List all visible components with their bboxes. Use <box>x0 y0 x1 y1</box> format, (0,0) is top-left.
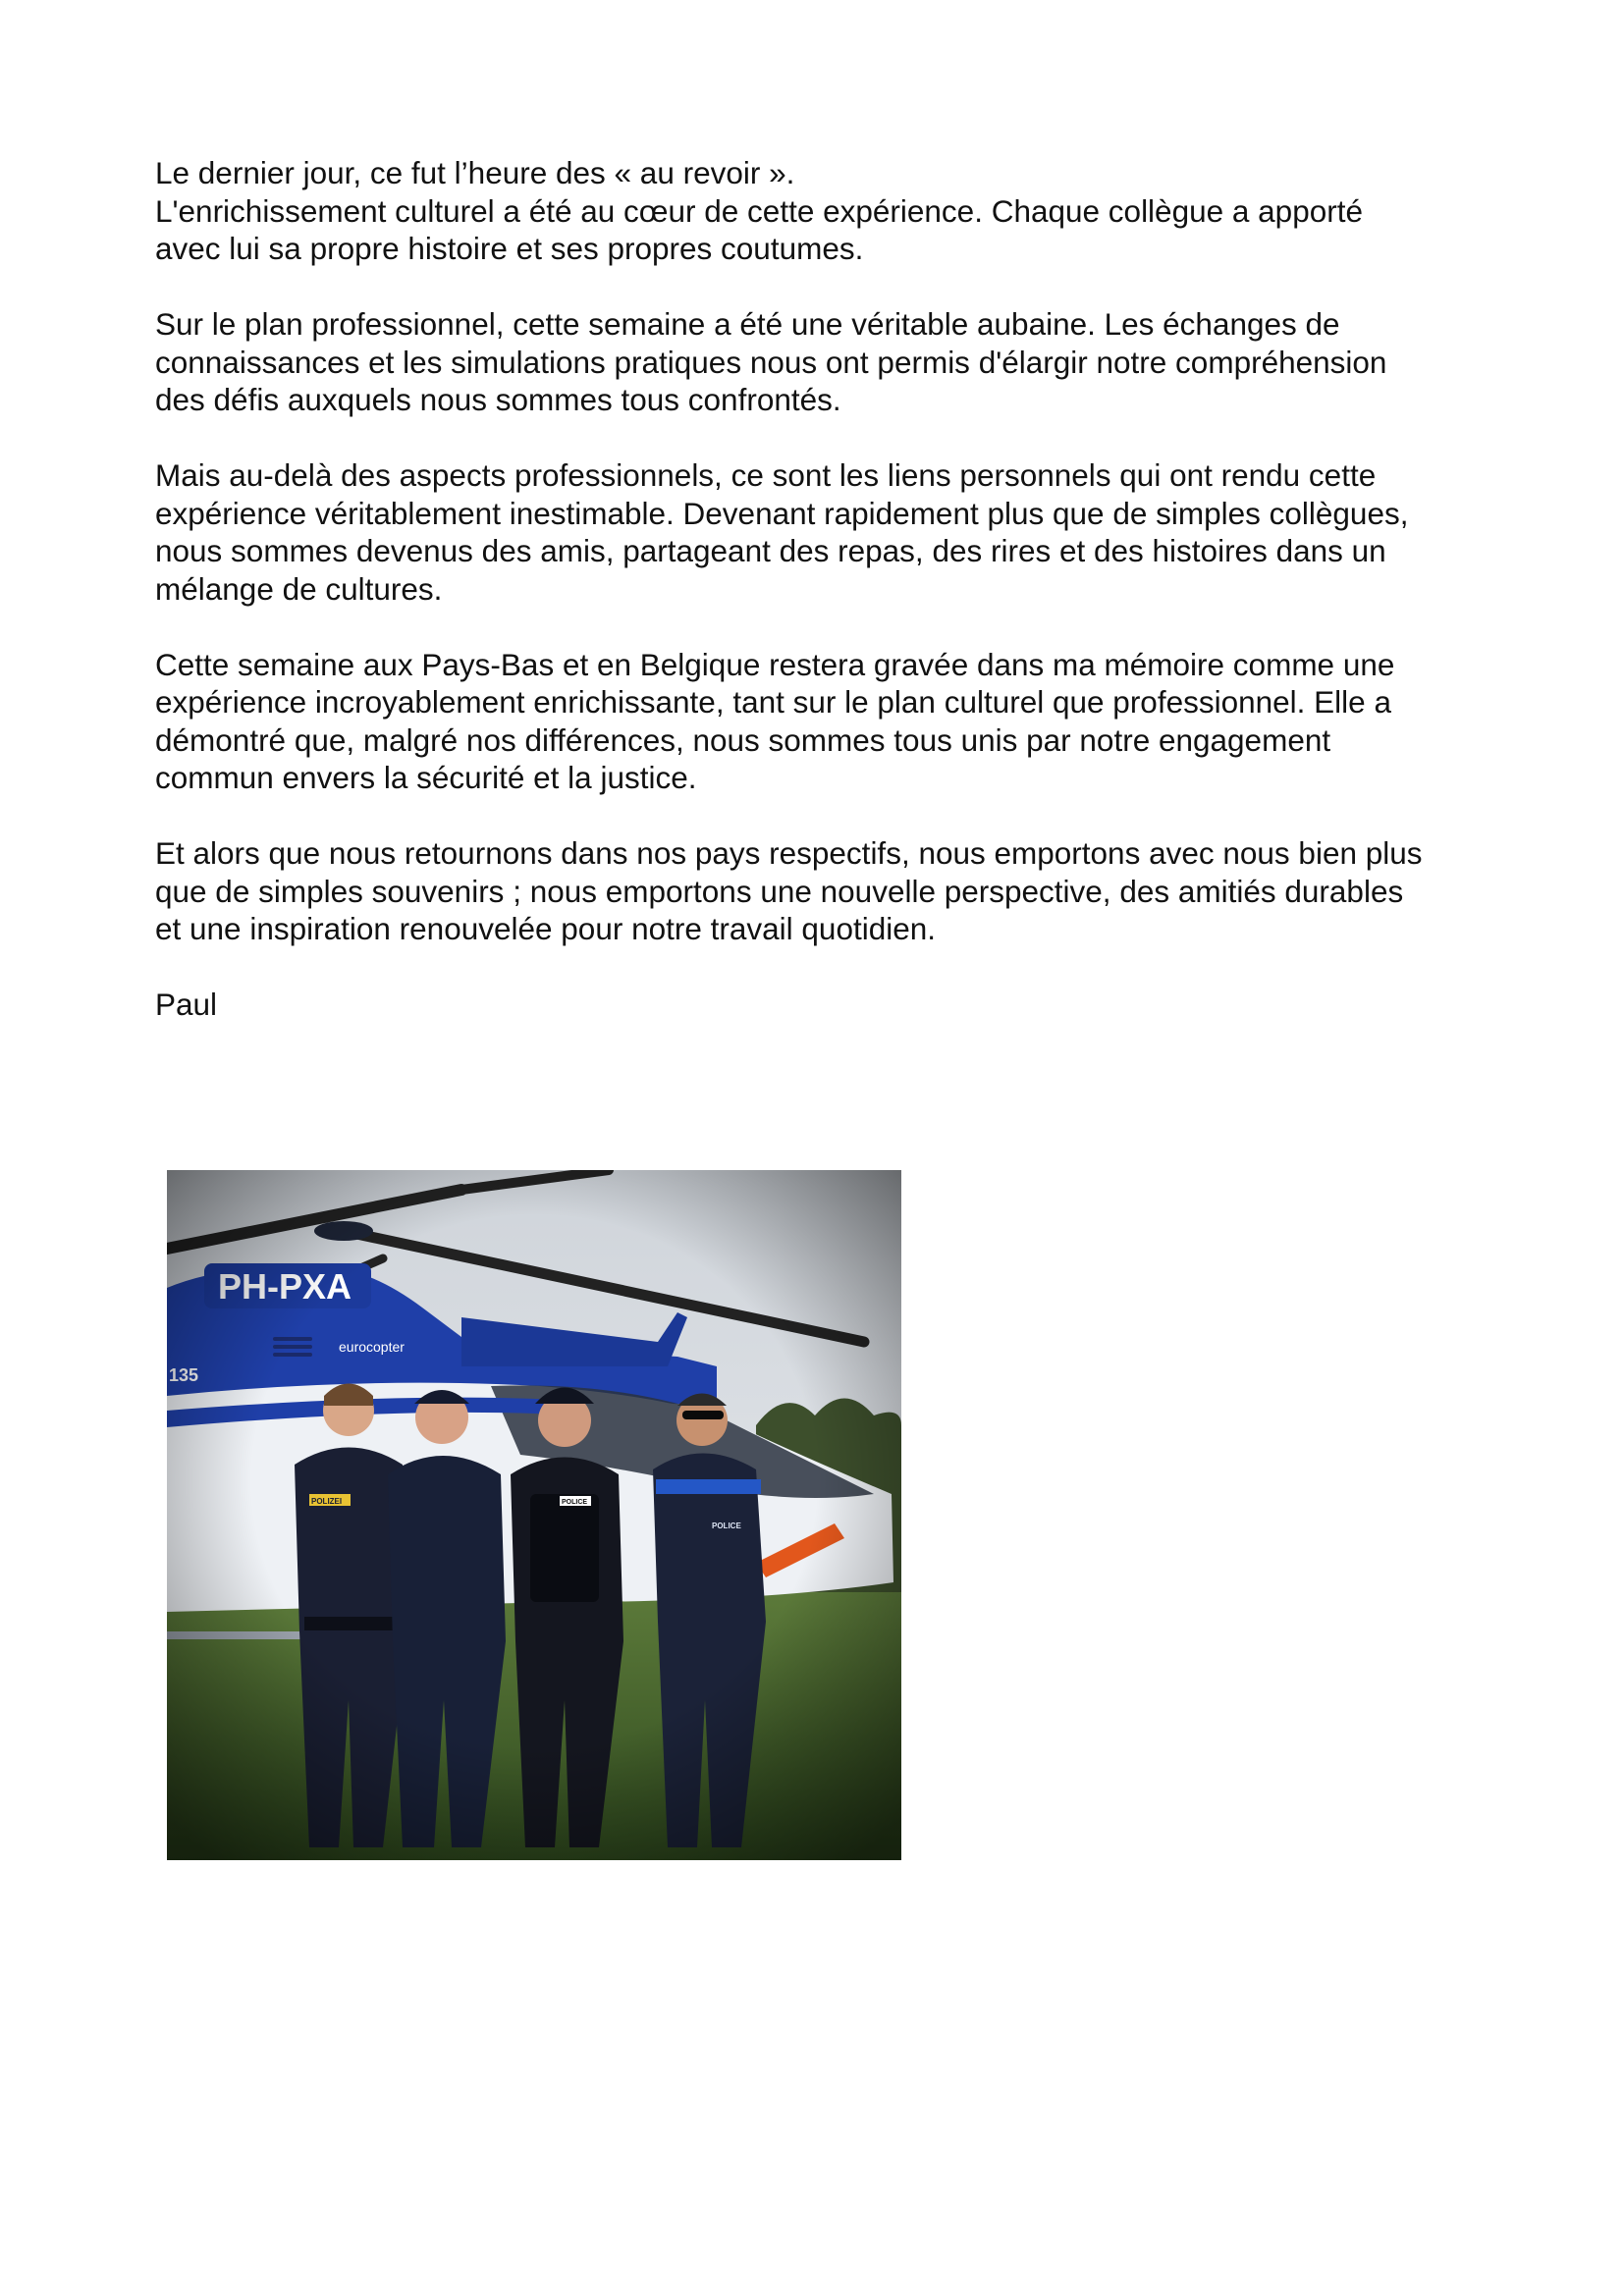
paragraph-memory <box>155 646 1520 797</box>
text-line: avec lui sa propre histoire et ses propres coutumes. <box>155 231 864 266</box>
text-line: et une inspiration renouvelée pour notre travail quotidien. <box>155 911 937 946</box>
text-line: Cette semaine aux Pays-Bas et en Belgique restera gravée dans ma mémoire comme une <box>155 646 1395 682</box>
letter-body <box>155 154 1520 1061</box>
police-helicopter-photo <box>167 1170 901 1860</box>
photo-illustration <box>167 1170 901 1860</box>
paragraph-farewell <box>155 154 1520 268</box>
text-line: que de simples souvenirs ; nous emportons une nouvelle perspective, des amitiés durables <box>155 873 1404 909</box>
text-line: expérience incroyablement enrichissante, tant sur le plan culturel que professionnel. Elle a <box>155 684 1391 720</box>
paragraph-personal <box>155 456 1520 608</box>
text-line: connaissances et les simulations pratiques nous ont permis d'élargir notre compréhension <box>155 344 1387 380</box>
signature-name: Paul <box>155 987 218 1022</box>
signature <box>155 986 1520 1024</box>
text-line: commun envers la sécurité et la justice. <box>155 760 697 795</box>
text-line: Le dernier jour, ce fut l’heure des « au revoir ». <box>155 155 795 190</box>
text-line: Sur le plan professionnel, cette semaine a été une véritable aubaine. Les échanges de <box>155 306 1340 342</box>
text-line: des défis auxquels nous sommes tous confrontés. <box>155 382 841 417</box>
paragraph-closing <box>155 834 1520 948</box>
vignette <box>167 1170 901 1860</box>
text-line: expérience véritablement inestimable. Devenant rapidement plus que de simples collègues, <box>155 495 1409 531</box>
text-line: L'enrichissement culturel a été au cœur de cette expérience. Chaque collègue a apporté <box>155 192 1363 229</box>
text-line: mélange de cultures. <box>155 570 443 607</box>
text-line: nous sommes devenus des amis, partageant des repas, des rires et des histoires dans un <box>155 533 1386 568</box>
paragraph-professional <box>155 305 1520 419</box>
text-line: démontré que, malgré nos différences, nous sommes tous unis par notre engagement <box>155 721 1331 758</box>
text-line: Mais au-delà des aspects professionnels, ce sont les liens personnels qui ont rendu cette <box>155 457 1377 493</box>
text-line: Et alors que nous retournons dans nos pays respectifs, nous emportons avec nous bien plus <box>155 835 1423 871</box>
